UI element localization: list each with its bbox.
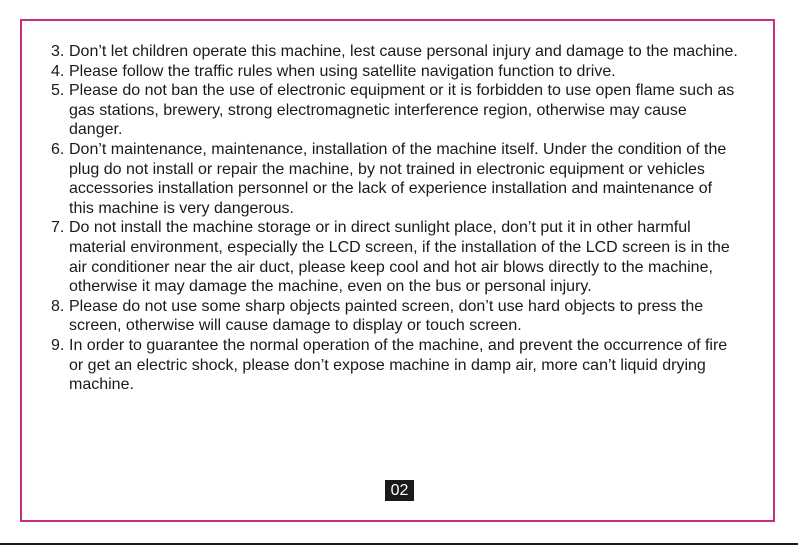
item-number: 8. [51, 297, 65, 315]
item-number: 4. [51, 62, 65, 80]
notice-list [51, 42, 741, 395]
list-item [51, 218, 741, 296]
item-text: In order to guarantee the normal operation of the machine, and prevent the occurrence of fire or get an electric shock, please don’t expose machine in damp air, more can’t liquid drying machine. [69, 336, 728, 394]
item-text: Please follow the traffic rules when using satellite navigation function to drive. [69, 62, 616, 80]
item-text: Do not install the machine storage or in direct sunlight place, don’t put it in other harmful material environment, especially the LCD screen, if the installation of the LCD screen is in the air conditioner near the air duct, please keep cool and hot air blows directly to the machine, otherwise it may damage the machine, even on the bus or personal injury. [69, 219, 730, 296]
bottom-rule [0, 543, 798, 545]
item-number: 3. [51, 43, 65, 60]
item-text: Don’t let children operate this machine, lest cause personal injury and damage to the machine. [69, 43, 738, 60]
list-item [51, 62, 741, 82]
list-item [51, 336, 741, 395]
item-text: Please do not use some sharp objects painted screen, don’t use hard objects to press the screen, otherwise will cause damage to display or touch screen. [69, 297, 704, 335]
list-item [51, 42, 741, 62]
list-item [51, 140, 741, 218]
item-number: 9. [51, 336, 65, 354]
item-text: Don’t maintenance, maintenance, installation of the machine itself. Under the condition of the plug do not install or repair the machine, by not trained in electronic equipment or vehicles accessories installation personnel or the lack of experience installation and maintenance of this machine is very dangerous. [69, 140, 727, 217]
item-number: 6. [51, 140, 65, 158]
item-text: Please do not ban the use of electronic equipment or it is forbidden to use open flame such as gas stations, brewery, strong electromagnetic interference region, otherwise may cause danger. [69, 82, 735, 139]
list-item [51, 297, 741, 336]
list-item [51, 81, 741, 140]
item-number: 7. [51, 219, 65, 237]
item-number: 5. [51, 82, 65, 100]
page-number: 02 [385, 480, 414, 501]
